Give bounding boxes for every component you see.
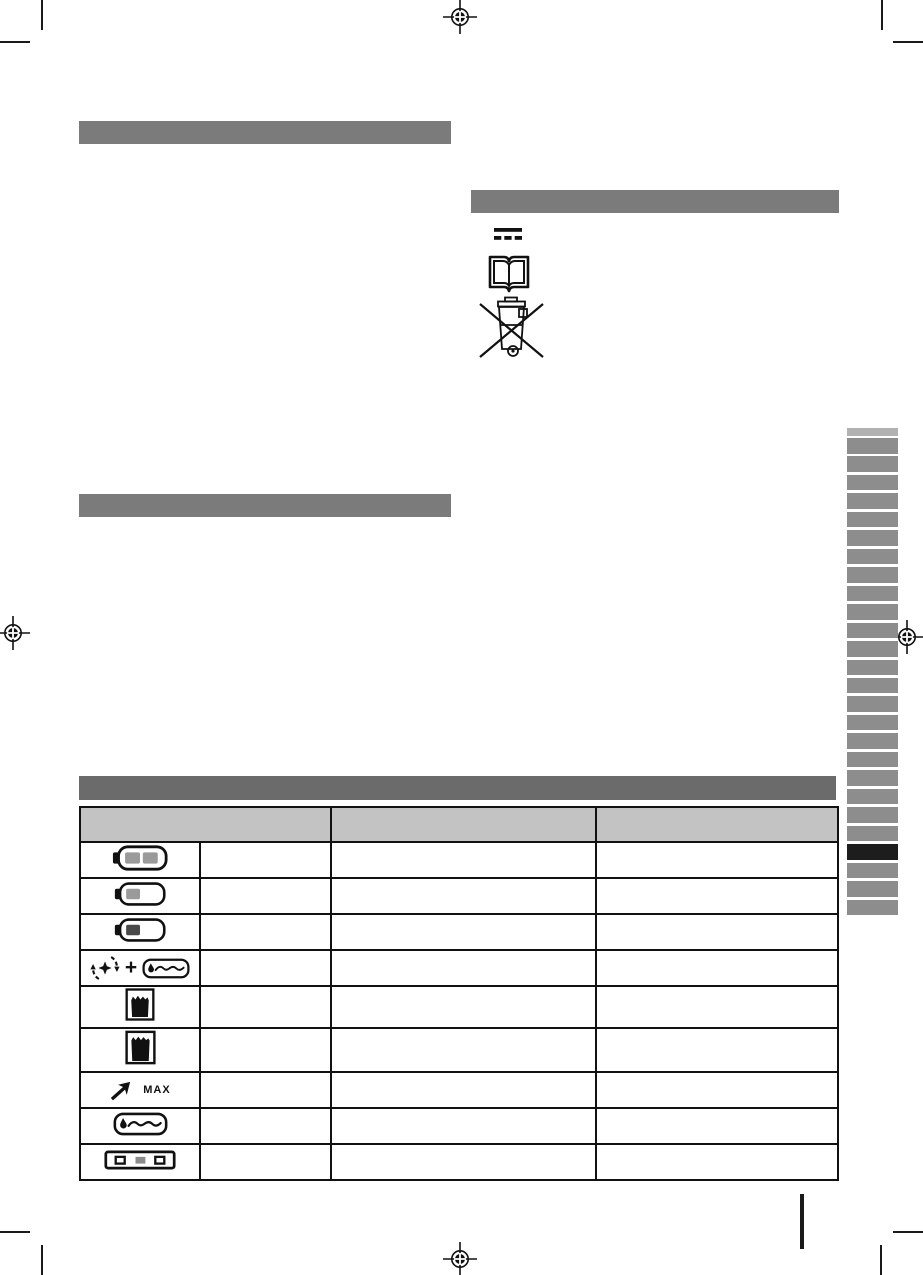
dock-strip-icon: [104, 1149, 176, 1171]
table-cell: [331, 842, 596, 878]
language-tab: [847, 733, 898, 749]
dustbin-full-icon: [124, 1029, 157, 1066]
table-row: [80, 950, 838, 986]
table-cell: [331, 1108, 596, 1144]
table-cell: [200, 986, 331, 1028]
table-cell: [331, 1072, 596, 1108]
language-tab: [847, 696, 898, 712]
indicator-icon-cell: [80, 842, 200, 878]
table-header-cell: [596, 807, 838, 842]
registration-mark-icon: [442, 0, 478, 35]
mop-pad-icon: [142, 958, 190, 979]
indicator-icon-cell: [80, 914, 200, 950]
language-tab: [847, 456, 898, 472]
crop-mark-bottom-left-h: [0, 1231, 30, 1233]
table-cell: [200, 1144, 331, 1180]
table-cell: [596, 1028, 838, 1072]
table-row: [80, 842, 838, 878]
table-cell: [331, 914, 596, 950]
language-tab: [847, 660, 898, 676]
indicator-icon-cell: [80, 1144, 200, 1180]
table-cell: [596, 842, 838, 878]
table-cell: [331, 986, 596, 1028]
crop-mark-bottom-right-v: [880, 1245, 882, 1275]
language-tab: [847, 770, 898, 786]
crop-mark-top-left-v: [41, 0, 43, 30]
crop-mark-bottom-left-v: [41, 1245, 43, 1275]
language-tab: [847, 475, 898, 491]
table-cell: [331, 1028, 596, 1072]
language-index-tabs: [847, 438, 898, 918]
table-row: [80, 914, 838, 950]
language-tab: [847, 438, 898, 454]
table-header-cell: [331, 807, 596, 842]
table-row: [80, 1072, 838, 1108]
language-tab-partial: [847, 428, 898, 436]
table-header-row: [80, 807, 838, 842]
table-cell: [200, 1108, 331, 1144]
crop-mark-top-left-h: [0, 41, 30, 43]
fold-mark: [800, 1194, 804, 1249]
plus-sign: +: [124, 955, 138, 979]
battery-two-segments-icon: [111, 844, 169, 872]
registration-mark-icon: [0, 615, 31, 651]
section-heading-bar-4: [79, 776, 836, 800]
table-cell: [596, 986, 838, 1028]
language-tab: [847, 789, 898, 805]
table-row: [80, 986, 838, 1028]
indicator-icon-cell: [80, 1028, 200, 1072]
section-heading-bar-3: [79, 494, 451, 517]
indicator-icon-cell: [80, 1108, 200, 1144]
mop-pad-icon: [113, 1112, 168, 1136]
table-row: [80, 1144, 838, 1180]
battery-one-gray-segment-icon: [113, 881, 167, 907]
language-tab: [847, 678, 898, 694]
crop-mark-top-right-v: [881, 0, 883, 30]
table-cell: [200, 878, 331, 914]
table-cell: [596, 950, 838, 986]
read-manual-book-icon: [485, 250, 533, 296]
table-row: [80, 878, 838, 914]
language-tab: [847, 567, 898, 583]
table-cell: [331, 878, 596, 914]
table-cell: [331, 1144, 596, 1180]
table-cell: [200, 842, 331, 878]
crop-mark-bottom-right-h: [893, 1231, 923, 1233]
language-tab: [847, 715, 898, 731]
table-row: [80, 1028, 838, 1072]
table-cell: [596, 914, 838, 950]
language-tab: [847, 900, 898, 916]
battery-one-dark-segment-icon: [113, 917, 167, 943]
table-cell: [200, 1028, 331, 1072]
table-cell: [596, 878, 838, 914]
language-tab: [847, 881, 898, 897]
section-heading-bar-2: [471, 190, 839, 213]
registration-mark-icon: [442, 1241, 478, 1275]
section-heading-bar-1: [79, 121, 451, 144]
language-tab: [847, 807, 898, 823]
table-cell: [200, 950, 331, 986]
language-tab: [847, 863, 898, 879]
language-tab: [847, 549, 898, 565]
language-tab: [847, 512, 898, 528]
indicator-icon-cell: [80, 878, 200, 914]
table-header-cell: [80, 807, 331, 842]
dustbin-full-icon: [124, 987, 156, 1022]
language-tab: [847, 641, 898, 657]
language-tab: [847, 586, 898, 602]
table-cell: [596, 1108, 838, 1144]
language-tab: [847, 752, 898, 768]
table-cell: [596, 1072, 838, 1108]
language-tab: [847, 493, 898, 509]
max-suction-arrow-icon: [109, 1079, 134, 1102]
indicator-icell: [80, 1072, 200, 1108]
language-tab: [847, 604, 898, 620]
auto-clean-spin-icon: [90, 953, 120, 983]
language-tab-active: [847, 844, 898, 860]
indicator-icon-cell: [80, 986, 200, 1028]
dc-power-symbol-icon: [493, 227, 523, 241]
table-cell: [596, 1144, 838, 1180]
language-tab: [847, 623, 898, 639]
indicator-icon-cell: [80, 950, 200, 986]
max-label: MAX: [143, 1084, 171, 1096]
table-row: [80, 1108, 838, 1144]
table-cell: [200, 1072, 331, 1108]
language-tab: [847, 530, 898, 546]
indicator-table: [79, 806, 839, 1181]
weee-crossed-out-bin-icon: [477, 294, 547, 362]
table-cell: [331, 950, 596, 986]
crop-mark-top-right-h: [893, 41, 923, 43]
language-tab: [847, 826, 898, 842]
table-cell: [200, 914, 331, 950]
